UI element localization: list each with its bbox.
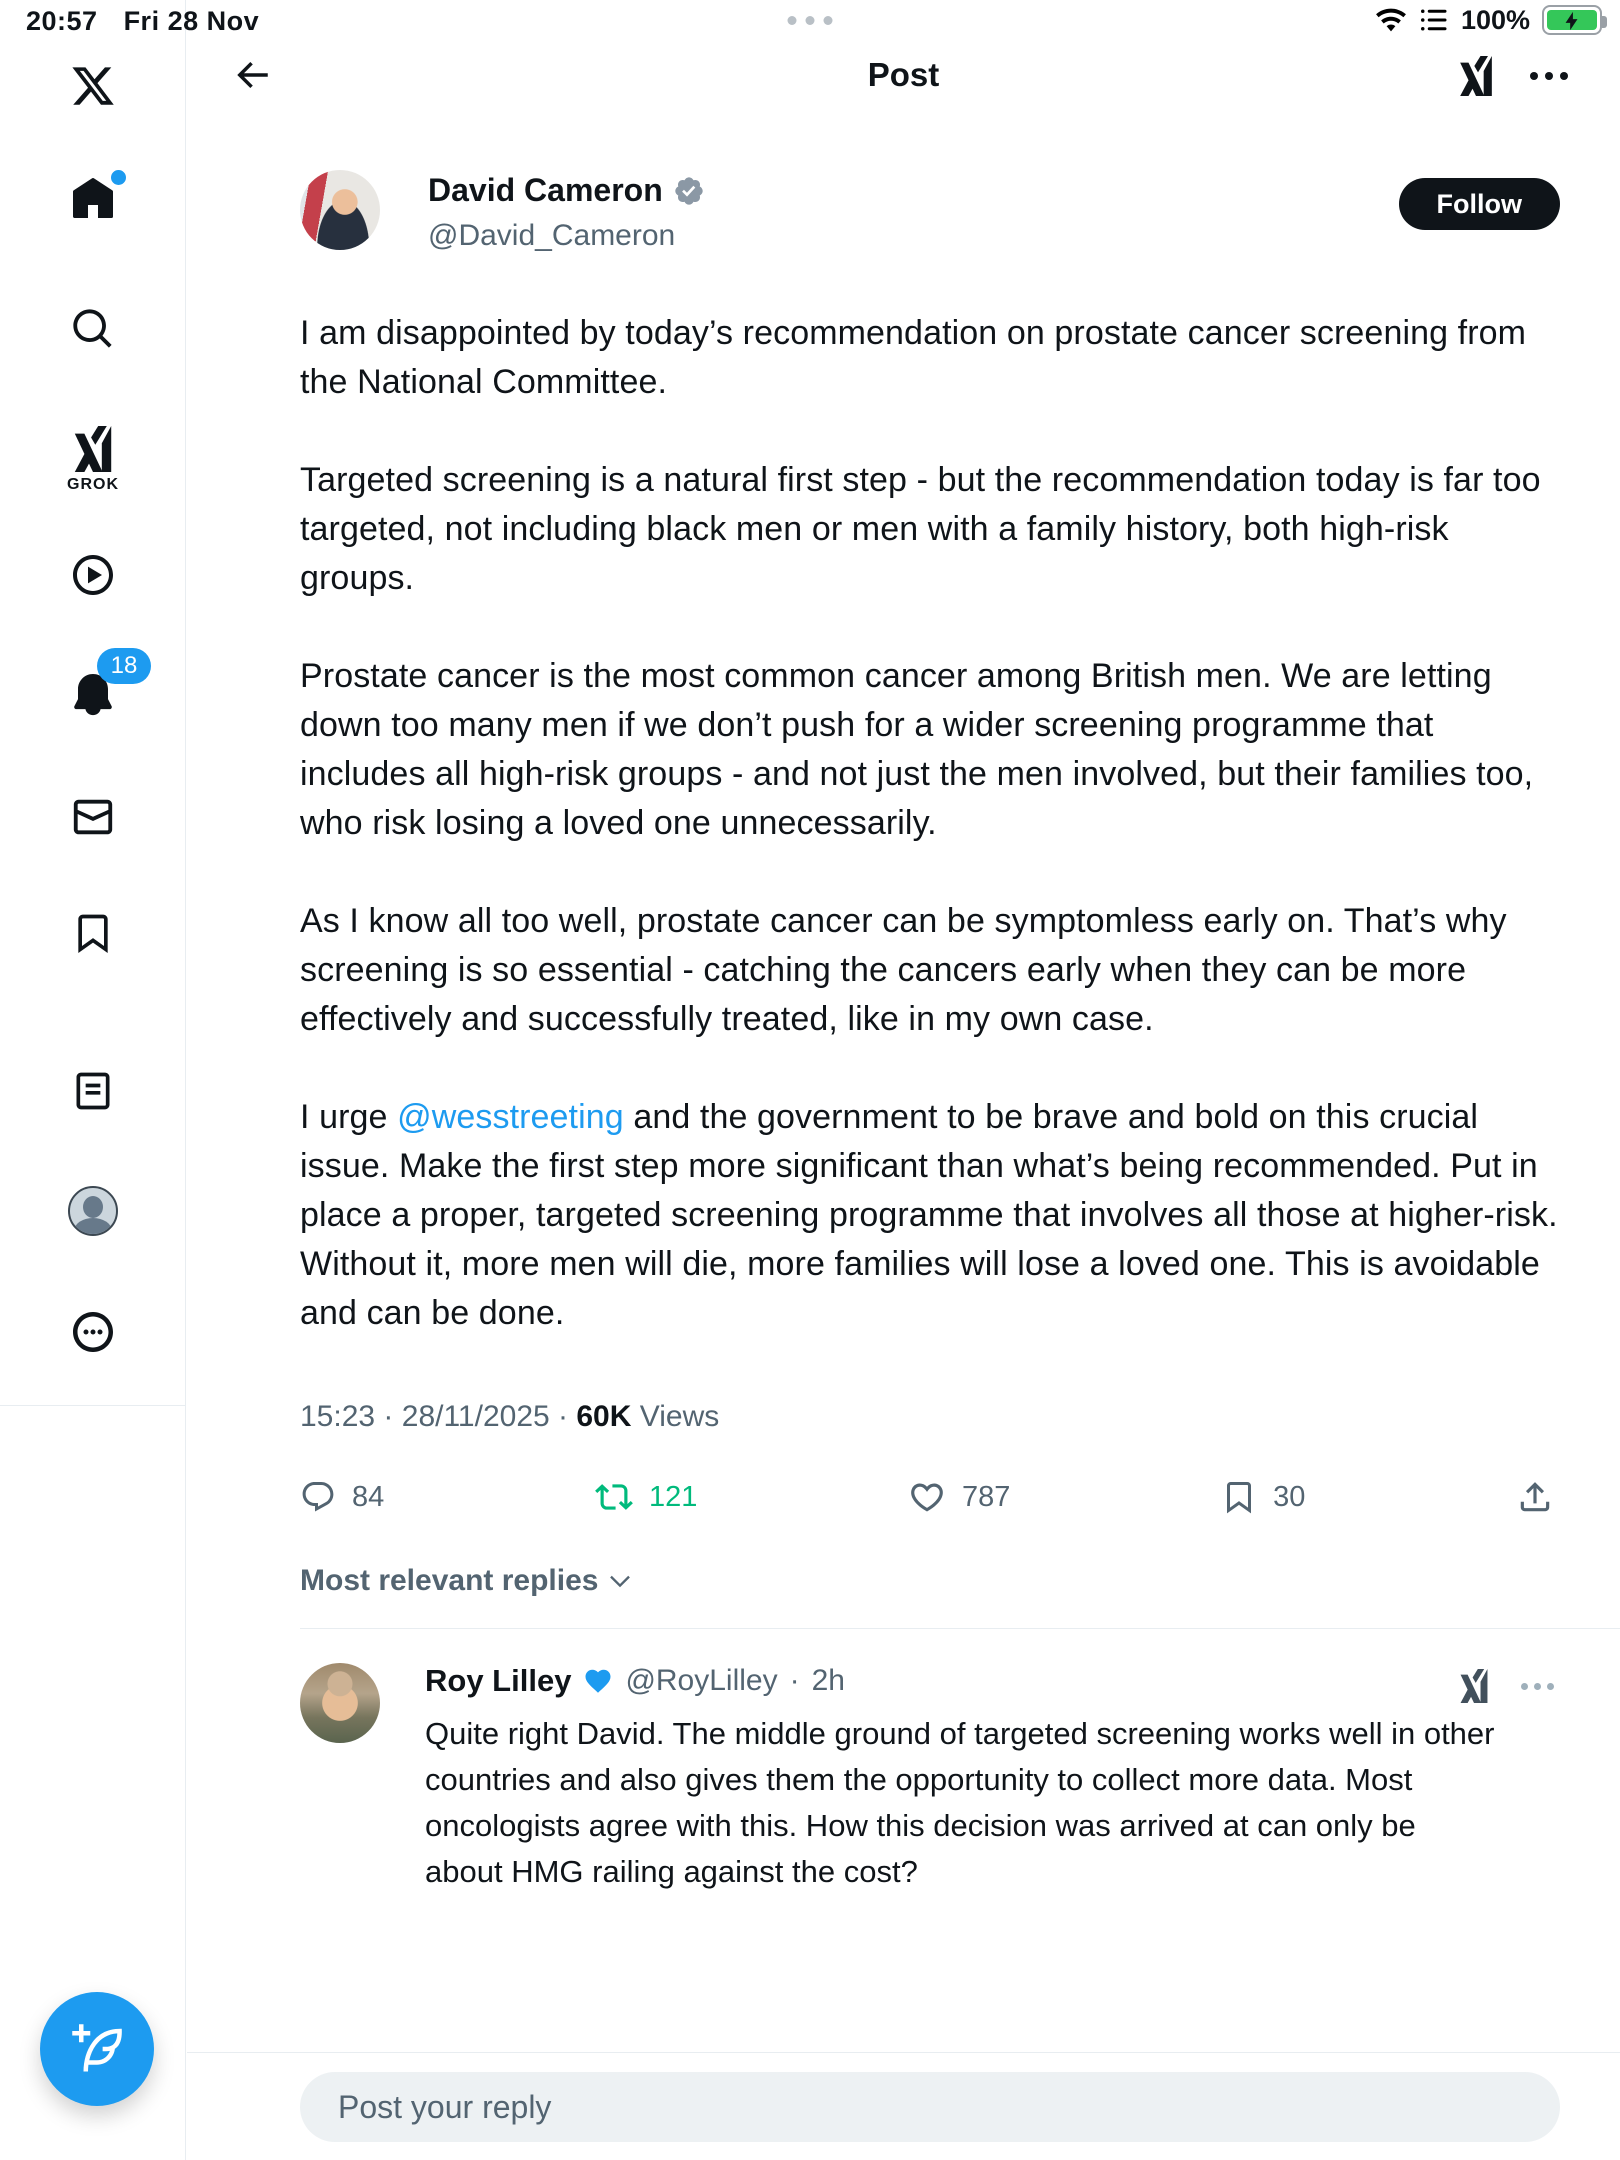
views-label[interactable]: Views: [639, 1400, 720, 1433]
bookmark-icon: [71, 911, 115, 955]
meta-separator: ·: [383, 1400, 394, 1433]
more-options-icon[interactable]: [1530, 72, 1568, 80]
paragraph-text: and the government to be brave and bold on this crucial issue. Make the first step more significant than what’s being recommended. Put in place a proper, targeted screening programme that involves all those at higher-risk. Without it, more men will die, more families will lose a loved one. This is avoidable and can be done.: [300, 1098, 1558, 1332]
repost-button[interactable]: [595, 1478, 697, 1516]
sidebar-item-bookmarks[interactable]: [0, 911, 186, 955]
sidebar-item-lists[interactable]: [0, 1069, 186, 1113]
post-text: [300, 309, 1560, 1338]
battery-charging-icon: [1542, 5, 1602, 35]
replies-sort-dropdown[interactable]: [300, 1564, 1560, 1598]
grok-icon: [70, 426, 116, 472]
home-unread-dot: [111, 170, 126, 185]
post-paragraph: [300, 1093, 1560, 1338]
page-title: Post: [867, 56, 940, 93]
status-time-date: [26, 6, 259, 37]
post-meta-row: [300, 1400, 1560, 1434]
repost-count: 121: [648, 1480, 698, 1513]
status-time: 20:57: [26, 6, 98, 36]
lists-icon: [71, 1069, 115, 1113]
notification-count-badge: 18: [97, 648, 151, 684]
views-count: 60K: [576, 1400, 632, 1433]
post-time: 15:23: [300, 1400, 376, 1433]
post-action-bar: [300, 1478, 1560, 1516]
heart-icon: [908, 1478, 946, 1516]
sidebar-item-search[interactable]: [0, 306, 186, 352]
author-name[interactable]: David Cameron: [428, 172, 663, 208]
multitasking-dots-icon: [788, 16, 833, 25]
reply-text: Quite right David. The middle ground of targeted screening works well in other countries and also gives them the opportunity to collect more data. Most oncologists agree with this. How this decision was arrived at can only be about HMG railing against the cost?: [425, 1716, 1495, 1889]
post-paragraph: As I know all too well, prostate cancer can be symptomless early on. That’s why screening is so essential - catching the cancers early when they can be more effectively and successfully treated, like in my own case.: [300, 902, 1507, 1038]
replies-divider: [300, 1628, 1620, 1629]
reply-more-options-icon[interactable]: [1521, 1683, 1554, 1690]
page-header: [187, 40, 1620, 112]
reply-author-name[interactable]: Roy Lilley: [425, 1663, 572, 1698]
reply-composer-bar: [187, 2052, 1620, 2160]
compose-feather-icon: [70, 2022, 124, 2076]
post-date: 28/11/2025: [401, 1400, 550, 1433]
post-paragraph: Prostate cancer is the most common cancer among British men. We are letting down too many men if we don’t push for a wider screening programme that includes all high-risk groups - and not just the men involved, but their families too, who risk losing a loved one unnecessarily.: [300, 657, 1534, 842]
sidebar-item-home[interactable]: [0, 176, 186, 224]
bookmark-button[interactable]: [1221, 1479, 1305, 1515]
sidebar-item-video[interactable]: [0, 551, 186, 599]
sidebar-nav: [0, 0, 186, 2160]
paragraph-text: I urge: [300, 1098, 398, 1136]
replies-sort-label: Most relevant replies: [300, 1564, 599, 1597]
bookmark-count: 30: [1273, 1480, 1306, 1513]
sidebar-item-messages[interactable]: [0, 794, 186, 840]
status-bar: [0, 0, 1620, 40]
repost-icon: [595, 1478, 633, 1516]
reply-author-handle: @RoyLilley: [625, 1664, 778, 1697]
reply-author-avatar[interactable]: [300, 1663, 380, 1743]
profile-placeholder-icon: [68, 1186, 118, 1236]
verified-badge-icon: [673, 175, 705, 207]
sidebar-item-more[interactable]: [0, 1308, 186, 1356]
post-author-row: [300, 170, 1560, 253]
post-paragraph: Targeted screening is a natural first step - but the recommendation today is far too targeted, not including black men or men with a family history, both high-risk groups.: [300, 461, 1541, 597]
like-button[interactable]: [908, 1478, 1010, 1516]
sidebar-item-x-home-logo[interactable]: [0, 63, 186, 109]
grok-actions-icon[interactable]: [1457, 1669, 1491, 1703]
sidebar-item-notifications[interactable]: [0, 671, 186, 719]
x-logo-icon: [70, 63, 116, 109]
wifi-icon: [1375, 4, 1407, 36]
reply-composer-pill[interactable]: [300, 2072, 1560, 2142]
author-avatar[interactable]: [300, 170, 380, 250]
follow-button[interactable]: Follow: [1399, 178, 1560, 230]
mail-icon: [70, 794, 116, 840]
grok-header-icon[interactable]: [1456, 56, 1496, 96]
status-list-icon: [1419, 5, 1449, 35]
sidebar-item-grok[interactable]: [0, 426, 186, 472]
author-handle: @David_Cameron: [428, 219, 676, 252]
reply-button[interactable]: [300, 1479, 384, 1515]
like-count: 787: [962, 1480, 1011, 1513]
bookmark-action-icon: [1221, 1479, 1257, 1515]
sidebar-divider: [0, 1405, 186, 1406]
share-button[interactable]: [1516, 1478, 1554, 1516]
sidebar-item-profile[interactable]: [0, 1186, 186, 1236]
reply-timestamp: 2h: [811, 1664, 845, 1697]
status-date: Fri 28 Nov: [123, 6, 260, 36]
battery-percent: 100%: [1460, 4, 1530, 35]
play-circle-icon: [69, 551, 117, 599]
reply-separator: ·: [789, 1664, 800, 1697]
reply-item[interactable]: [300, 1663, 1560, 1895]
main-column: [187, 40, 1620, 1895]
share-icon: [1516, 1478, 1554, 1516]
reply-bubble-icon: [300, 1479, 336, 1515]
post-paragraph: I am disappointed by today’s recommendation on prostate cancer screening from the National Committee.: [300, 314, 1527, 401]
reply-input[interactable]: [338, 2089, 1522, 2126]
chevron-down-icon: [606, 1567, 634, 1595]
mention-link[interactable]: @wesstreeting: [397, 1098, 624, 1136]
more-circle-icon: [69, 1308, 117, 1356]
grok-label: GROK: [67, 476, 119, 493]
reply-count: 84: [352, 1480, 385, 1513]
compose-post-button[interactable]: [40, 1992, 154, 2106]
home-icon: [69, 176, 117, 224]
search-icon: [70, 306, 116, 352]
meta-separator: ·: [558, 1400, 569, 1433]
blue-heart-emoji-icon: [583, 1666, 613, 1696]
